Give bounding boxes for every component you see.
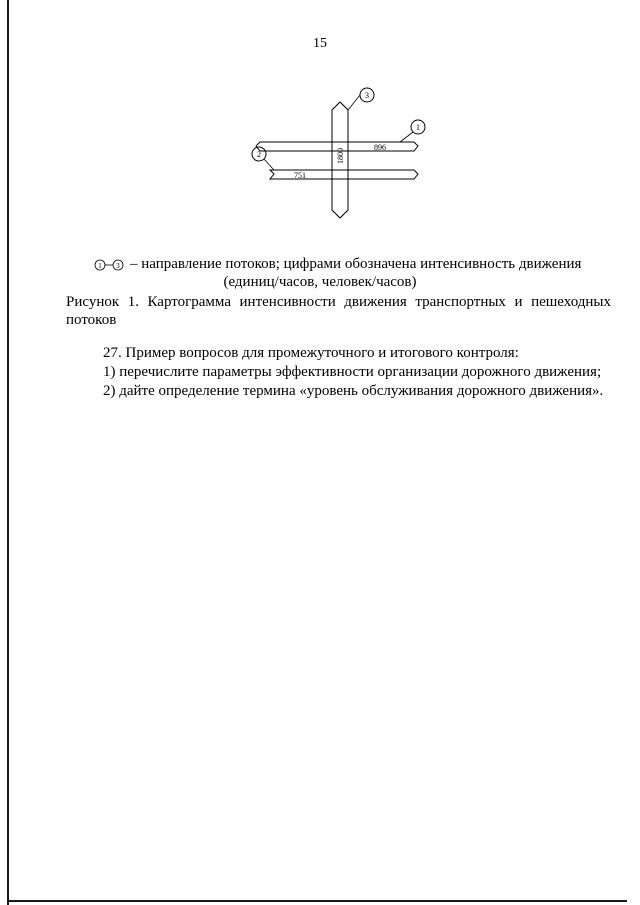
legend-text: – направление потоков; цифрами обозначена интенсивность движения — [130, 256, 582, 272]
flow-value-west: 751 — [294, 171, 306, 180]
west-flow-arrow — [270, 170, 418, 179]
section-heading: 27. Пример вопросов для промежуточного и итогового контроля: — [103, 345, 519, 361]
traffic-flow-cartogram — [240, 80, 440, 230]
marker-3-label: 3 — [365, 91, 369, 100]
marker-2-leader — [264, 159, 274, 170]
svg-text:1: 1 — [98, 261, 102, 270]
list-item: 1) перечислите параметры эффективности организации дорожного движения; — [103, 364, 602, 380]
legend-text-continued: (единиц/часов, человек/часов) — [223, 274, 417, 290]
marker-3-leader — [348, 95, 360, 110]
page-number: 15 — [313, 36, 327, 51]
marker-1-leader — [400, 132, 413, 142]
flow-value-vertical: 1800 — [336, 148, 345, 164]
flow-value-east: 896 — [374, 143, 386, 152]
marker-1-label: 1 — [416, 123, 420, 132]
legend-symbol-icon — [94, 259, 124, 271]
page-border-left — [7, 0, 9, 905]
figure-caption: Рисунок 1. Картограмма интенсивности движения транспортных и пешеходных потоков — [66, 294, 611, 328]
marker-2-label: 2 — [257, 150, 261, 159]
list-item: 2) дайте определение термина «уровень обслуживания дорожного движения». — [103, 383, 604, 399]
figure-legend — [94, 256, 614, 273]
svg-text:3: 3 — [116, 261, 120, 270]
page-border-bottom — [7, 900, 627, 902]
